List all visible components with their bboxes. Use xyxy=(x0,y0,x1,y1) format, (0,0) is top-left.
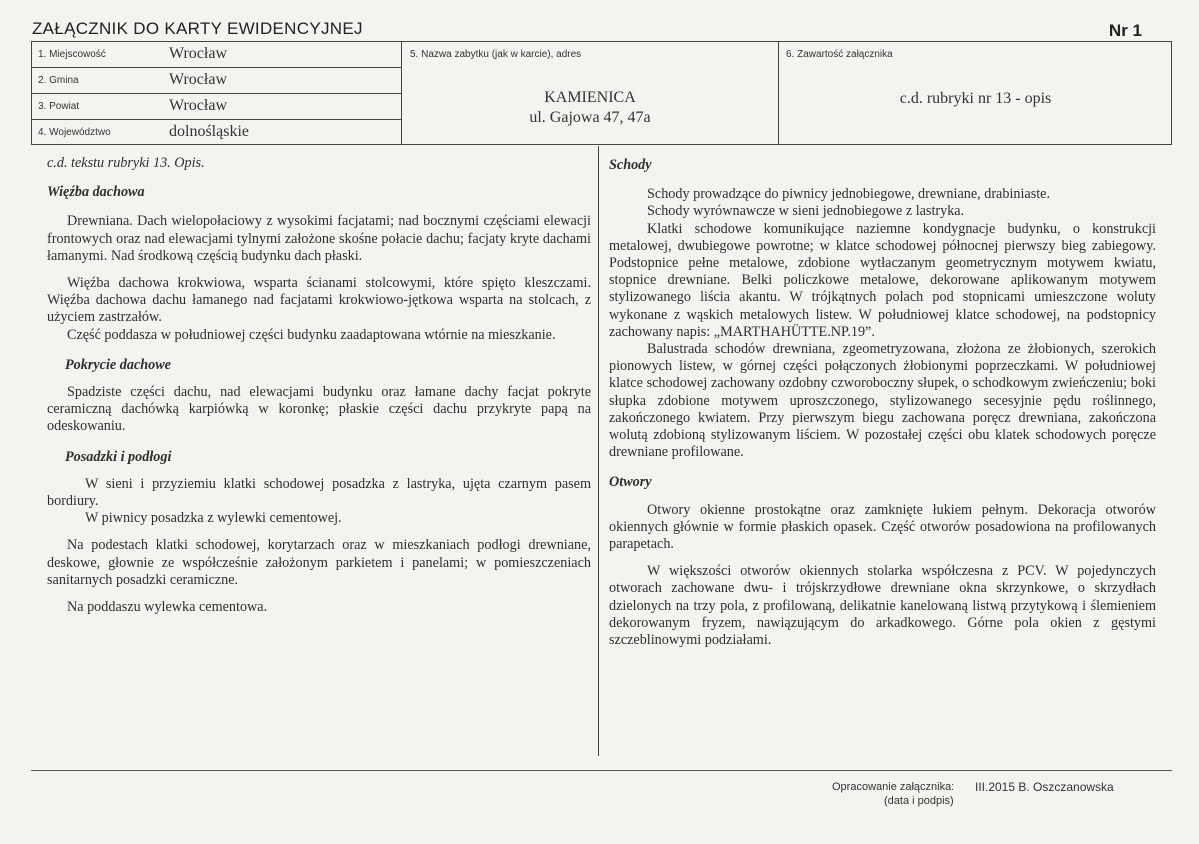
paragraph: Więźba dachowa krokwiowa, wsparta ścianami stolcowymi, które spięto kleszczami. Więźba dachowa dachu łamanego nad facjatami krokwiowo-jętkowa wsparta na stolcach, z użyciem zastrzałów. xyxy=(47,275,591,326)
paragraph: Balustrada schodów drewniana, zgeometryzowana, złożona ze żłobionych, szerokich pionowych listew, w górnej części połączonych żłobionymi poprzeczkami. W południowej klatce schodowej zachowany ozdobny czworoboczny słupek, o schodkowym zwieńczeniu; boki słupka zdobione motywem uproszczonego, stylizowanego secesyjnie pędu roślinnego, zakończonego kwiatem. Przy pierwszym biegu zachowana poręcz drewniana, zakończona wolutą zdobioną stylizowanym liściem. W pozostałej części obu klatek schodowych poręcze drewniane profilowane. xyxy=(609,341,1156,461)
paragraph: Drewniana. Dach wielopołaciowy z wysokimi facjatami; nad bocznymi częściami elewacji frontowych oraz nad elewacjami tylnymi założone skośne połacie dachu; facjaty kryte dachami łamanymi. Nad środkową częścią budynku dach płaski. xyxy=(47,213,591,264)
left-column xyxy=(47,155,591,616)
paragraph: W sieni i przyziemiu klatki schodowej posadzka z lastryka, ujęta czarnym pasem bordiury. xyxy=(47,475,591,510)
paragraph: Na poddaszu wylewka cementowa. xyxy=(67,599,268,616)
column-divider xyxy=(598,146,599,756)
paragraph: Część poddasza w południowej części budynku zaadaptowana wtórnie na mieszkanie. xyxy=(67,326,556,343)
contents-label: 6. Zawartość załącznika xyxy=(786,49,893,60)
field-voivodeship xyxy=(32,120,401,146)
paragraph: W piwnicy posadzka z wylewki cementowej. xyxy=(85,510,342,527)
footer-sublabel: (data i podpis) xyxy=(884,795,954,807)
field-value: Wrocław xyxy=(169,45,227,62)
section-intro: c.d. tekstu rubryki 13. Opis. xyxy=(47,155,205,171)
field-commune xyxy=(32,68,401,94)
field-value: Wrocław xyxy=(169,71,227,88)
field-locality xyxy=(32,42,401,68)
heading-stairs: Schody xyxy=(609,157,652,173)
header-table xyxy=(31,41,1172,145)
field-label: 1. Miejscowość xyxy=(38,49,106,60)
document-title: ZAŁĄCZNIK DO KARTY EWIDENCYJNEJ xyxy=(32,19,363,38)
footer-author-date: III.2015 B. Oszczanowska xyxy=(975,780,1114,794)
attachment-number: Nr 1 xyxy=(1108,21,1142,40)
footer-rule xyxy=(31,770,1172,771)
field-label: 4. Województwo xyxy=(38,127,111,138)
heading-roof-truss: Więźba dachowa xyxy=(47,184,145,201)
field-value: Wrocław xyxy=(169,97,227,114)
monument-address: ul. Gajowa 47, 47a xyxy=(529,109,651,126)
monument-label: 5. Nazwa zabytku (jak w karcie), adres xyxy=(410,49,582,60)
footer-label: Opracowanie załącznika: xyxy=(832,781,955,793)
heading-floors: Posadzki i podłogi xyxy=(65,448,172,465)
field-value: dolnośląskie xyxy=(169,123,249,140)
paragraph: Klatki schodowe komunikujące naziemne kondygnacje budynku, o konstrukcji metalowej, dwubiegowe powrotne; w klatce schodowej północnej pierwszy bieg zabiegowy. Podstopnice pełne metalowe, zdobione wytłaczanym geometrycznym motywem kwiatu, stopnice drewniane. Belki policzkowe metalowe, dekorowane aplikowanym motywem stylizowanego liścia akantu. W trójkątnych polach pod stopnicami umieszczone woluty wykonane z wąskich metalowych listew. W południowej klatce schodowej, na podstopnicy zachowany napis: „MARTHAHÜTTE.NP.19”. xyxy=(609,220,1156,340)
paragraph: Spadziste części dachu, nad elewacjami budynku oraz łamane dachy facjat pokryte ceramiczną dachówką karpiówką w koronkę; płaskie części dachu przykryte papą na odeskowaniu. xyxy=(47,384,591,435)
heading-roof-covering: Pokrycie dachowe xyxy=(65,356,171,373)
monument-name: KAMIENICA xyxy=(544,89,636,106)
field-label: 2. Gmina xyxy=(38,75,79,86)
heading-openings: Otwory xyxy=(609,474,652,491)
paragraph: W większości otworów okiennych stolarka współczesna z PCV. W pojedynczych otworach zachowane dwu- i trójskrzydłowe drewniane okna skrzynkowe, o skrzydłach dzielonych na trzy pola, z profilowaną, delikatnie kanelowaną listwą przytykową i ślemieniem dekorowanym fryzem, nawiązującym do arkadkowego. Górne pola okien z gęstymi szczeblinowymi podziałami. xyxy=(609,563,1156,649)
paragraph: Schody prowadzące do piwnicy jednobiegowe, drewniane, drabiniaste. xyxy=(647,186,1051,203)
paragraph: Schody wyrównawcze w sieni jednobiegowe z lastryka. xyxy=(647,203,965,220)
paragraph: Na podestach klatki schodowej, korytarzach oraz w mieszkaniach podłogi drewniane, deskowe, głownie ze współcześnie założonym parkietem i panelami; w pomieszczeniach sanitarnych posadzki ceramiczne. xyxy=(47,537,591,588)
field-label: 3. Powiat xyxy=(38,101,80,112)
paragraph: Otwory okienne prostokątne oraz zamknięte łukiem pełnym. Dekoracja otworów okiennych głównie w formie płaskich opasek. Część otworów posadowiona na profilowanych parapetach. xyxy=(609,501,1156,553)
right-column xyxy=(609,155,1156,649)
field-district xyxy=(32,94,401,120)
monument-info xyxy=(402,88,778,128)
contents-value: c.d. rubryki nr 13 - opis xyxy=(899,90,1052,107)
